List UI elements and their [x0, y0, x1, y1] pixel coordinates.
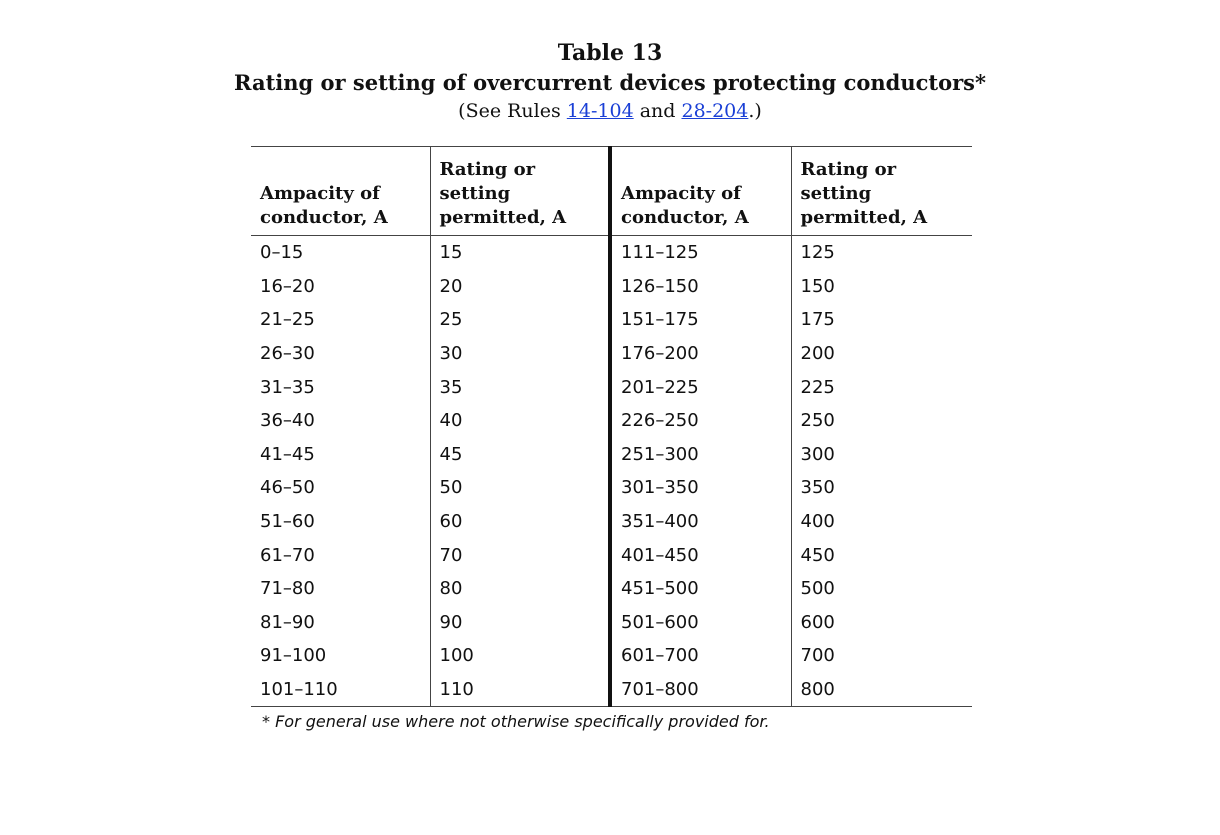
table-row [251, 572, 972, 606]
table-row [251, 236, 972, 270]
rating-cell: 25 [430, 303, 610, 337]
rating-cell: 400 [800, 511, 835, 533]
table-row [251, 471, 972, 505]
rating-cell: 20 [430, 270, 610, 304]
rules-reference-suffix: .) [748, 100, 762, 122]
table-row [251, 303, 972, 337]
overcurrent-rating-table [251, 146, 972, 707]
rating-cell: 350 [800, 477, 835, 499]
rating-cell: 110 [430, 673, 610, 707]
ampacity-cell: 41–45 [251, 438, 430, 472]
rating-cell: 150 [800, 275, 835, 297]
rating-cell: 200 [800, 343, 835, 365]
rating-cell: 500 [800, 578, 835, 600]
ampacity-cell: 81–90 [251, 606, 430, 640]
rating-cell: 450 [800, 544, 835, 566]
rating-cell: 40 [430, 404, 610, 438]
table-row [251, 538, 972, 572]
rules-reference-prefix: (See Rules [458, 100, 567, 122]
header-line: Ampacity of [621, 183, 741, 204]
ampacity-cell: 101–110 [251, 673, 430, 707]
ampacity-cell: 111–125 [610, 236, 791, 270]
ampacity-cell: 16–20 [251, 270, 430, 304]
ampacity-cell: 226–250 [610, 404, 791, 438]
rating-cell: 35 [430, 370, 610, 404]
table-header-row [251, 147, 972, 236]
table-row [251, 337, 972, 371]
ampacity-cell: 351–400 [610, 505, 791, 539]
rating-cell: 700 [800, 645, 835, 667]
ampacity-cell: 401–450 [610, 538, 791, 572]
ampacity-cell: 46–50 [251, 471, 430, 505]
rating-cell: 15 [430, 236, 610, 270]
ampacity-cell: 601–700 [610, 639, 791, 673]
table-row [251, 370, 972, 404]
ampacity-cell: 31–35 [251, 370, 430, 404]
ampacity-cell: 126–150 [610, 270, 791, 304]
ampacity-cell: 91–100 [251, 639, 430, 673]
header-line: permitted, A [439, 207, 567, 228]
rating-cell: 90 [430, 606, 610, 640]
table-row [251, 606, 972, 640]
table-title: Table 13 [557, 40, 663, 66]
ampacity-cell: 21–25 [251, 303, 430, 337]
rule-14-104-link[interactable]: 14-104 [566, 100, 634, 122]
ampacity-cell: 71–80 [251, 572, 430, 606]
rating-cell: 125 [800, 242, 835, 264]
rating-cell: 30 [430, 337, 610, 371]
table-row [251, 438, 972, 472]
ampacity-cell: 501–600 [610, 606, 791, 640]
ampacity-cell: 51–60 [251, 505, 430, 539]
rating-cell: 100 [430, 639, 610, 673]
rating-cell: 250 [800, 410, 835, 432]
rating-cell: 60 [430, 505, 610, 539]
header-ampacity-left [251, 147, 430, 236]
header-ampacity-right [610, 147, 791, 236]
ampacity-cell: 0–15 [251, 236, 430, 270]
header-line: conductor, A [260, 207, 388, 228]
table-row [251, 404, 972, 438]
rules-reference-and: and [633, 100, 682, 122]
ampacity-cell: 36–40 [251, 404, 430, 438]
ampacity-cell: 301–350 [610, 471, 791, 505]
ampacity-cell: 176–200 [610, 337, 791, 371]
rating-cell: 175 [800, 309, 835, 331]
table-row [251, 639, 972, 673]
header-line: setting [800, 183, 872, 204]
table-subtitle: Rating or setting of overcurrent devices protecting conductors* [234, 70, 986, 95]
ampacity-cell: 151–175 [610, 303, 791, 337]
header-line: setting [439, 183, 511, 204]
rating-cell: 800 [791, 673, 972, 707]
header-line: Ampacity of [260, 183, 380, 204]
table-row [251, 270, 972, 304]
ampacity-cell: 451–500 [610, 572, 791, 606]
rating-cell: 80 [430, 572, 610, 606]
table-row [251, 505, 972, 539]
ampacity-cell: 201–225 [610, 370, 791, 404]
header-line: permitted, A [800, 207, 928, 228]
rating-cell: 600 [800, 611, 835, 633]
ampacity-cell: 701–800 [610, 673, 791, 707]
header-line: conductor, A [621, 207, 749, 228]
ampacity-cell: 61–70 [251, 538, 430, 572]
rating-cell: 225 [800, 376, 835, 398]
rules-reference [0, 97, 1220, 125]
table-caption [0, 38, 1220, 125]
header-rating-left [430, 147, 610, 236]
rule-28-204-link[interactable]: 28-204 [681, 100, 749, 122]
table-footnote: * For general use where not otherwise specifically provided for. [262, 712, 770, 731]
rating-cell: 50 [430, 471, 610, 505]
ampacity-cell: 251–300 [610, 438, 791, 472]
ampacity-cell: 26–30 [251, 337, 430, 371]
header-line: Rating or [800, 159, 897, 180]
rating-cell: 45 [430, 438, 610, 472]
rating-cell: 300 [800, 443, 835, 465]
header-rating-right [791, 147, 972, 236]
table-row [251, 673, 972, 707]
rating-cell: 70 [430, 538, 610, 572]
header-line: Rating or [439, 159, 536, 180]
